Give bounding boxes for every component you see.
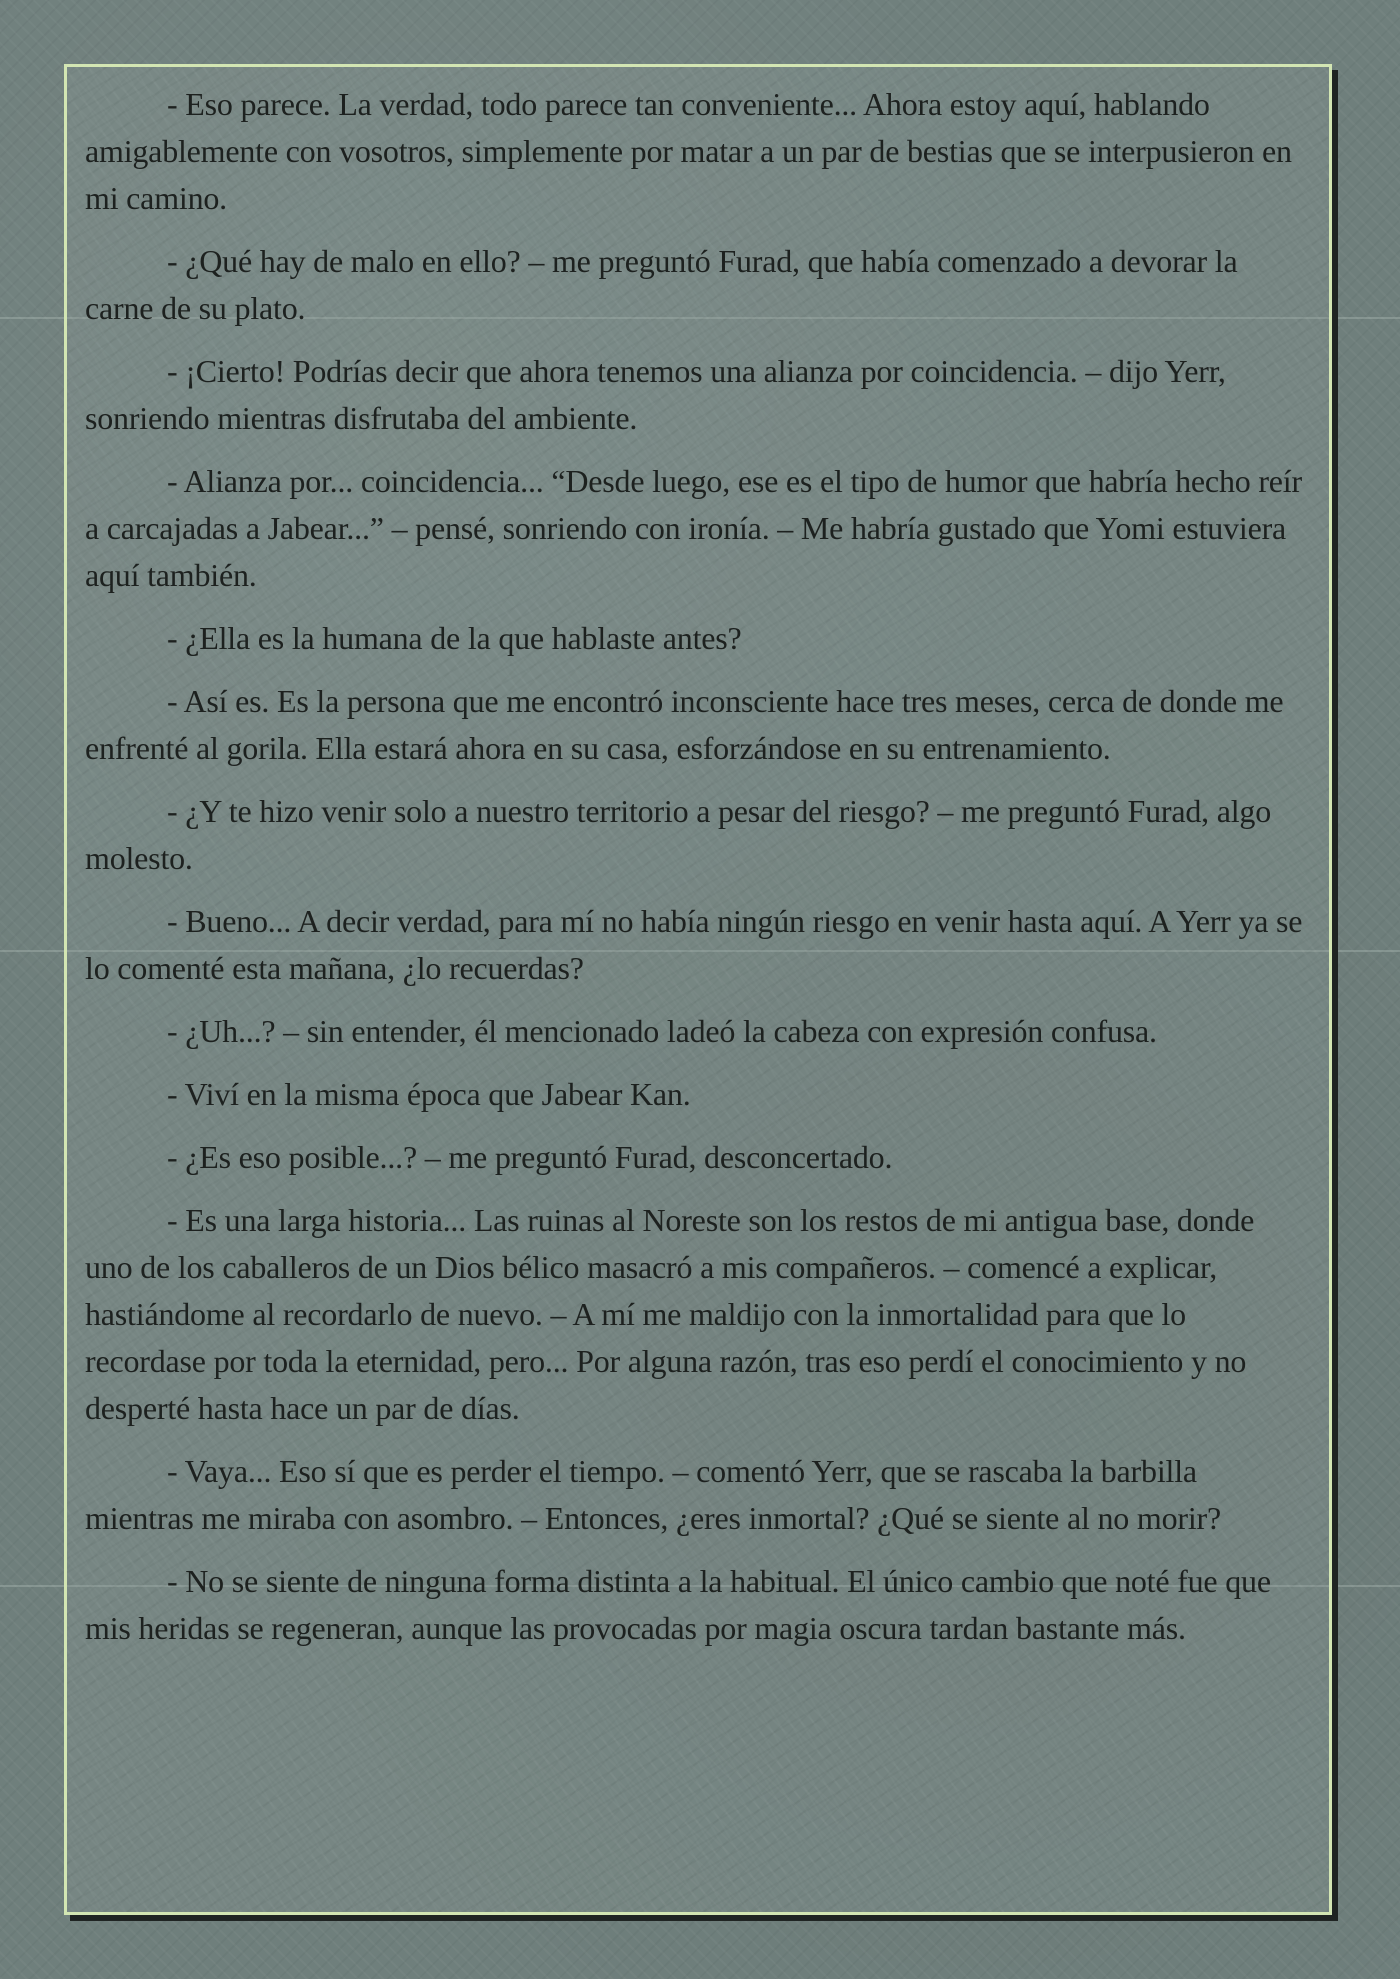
paragraph: - Vaya... Eso sí que es perder el tiempo. – comentó Yerr, que se rascaba la barbilla mientras me miraba con asombro. – Entonces, ¿eres inmortal? ¿Qué se siente al no morir?	[85, 1453, 1221, 1536]
paragraph: - ¿Y te hizo venir solo a nuestro territorio a pesar del riesgo? – me preguntó Furad, algo molesto.	[85, 793, 1272, 876]
paragraph: - ¿Ella es la humana de la que hablaste antes?	[167, 620, 742, 656]
paragraph: - ¿Es eso posible...? – me preguntó Furad, desconcertado.	[167, 1139, 893, 1175]
paragraph: - Así es. Es la persona que me encontró inconsciente hace tres meses, cerca de donde me enfrenté al gorila. Ella estará ahora en su casa, esforzándose en su entrenamiento.	[85, 683, 1284, 766]
paragraph: - ¡Cierto! Podrías decir que ahora tenemos una alianza por coincidencia. – dijo Yerr, sonriendo mientras disfrutaba del ambiente.	[85, 353, 1226, 436]
paragraph: - No se siente de ninguna forma distinta a la habitual. El único cambio que noté fue que mis heridas se regeneran, aunque las provocadas por magia oscura tardan bastante más.	[85, 1563, 1271, 1646]
paragraph: - ¿Qué hay de malo en ello? – me preguntó Furad, que había comenzado a devorar la carne de su plato.	[85, 243, 1238, 326]
page-frame	[64, 64, 1332, 1915]
paragraph: - Eso parece. La verdad, todo parece tan conveniente... Ahora estoy aquí, hablando amigablemente con vosotros, simplemente por matar a un par de bestias que se interpusieron en mi camino.	[85, 86, 1292, 216]
paragraph: - Viví en la misma época que Jabear Kan.	[167, 1076, 691, 1112]
paragraph: - ¿Uh...? – sin entender, él mencionado ladeó la cabeza con expresión confusa.	[167, 1013, 1157, 1049]
paragraph: - Bueno... A decir verdad, para mí no había ningún riesgo en venir hasta aquí. A Yerr ya se lo comenté esta mañana, ¿lo recuerdas?	[85, 903, 1303, 986]
paragraph: - Es una larga historia... Las ruinas al Noreste son los restos de mi antigua base, donde uno de los caballeros de un Dios bélico masacró a mis compañeros. – comencé a explicar, hastiándome al recordarlo de nuevo. – A mí me maldijo con la inmortalidad para que lo recordase por toda la eternidad, pero... Por alguna razón, tras eso perdí el conocimiento y no desperté hasta hace un par de días.	[85, 1202, 1255, 1426]
paragraph: - Alianza por... coincidencia... “Desde luego, ese es el tipo de humor que habría hecho reír a carcajadas a Jabear...” – pensé, sonriendo con ironía. – Me habría gustado que Yomi estuviera aquí también.	[85, 463, 1302, 593]
